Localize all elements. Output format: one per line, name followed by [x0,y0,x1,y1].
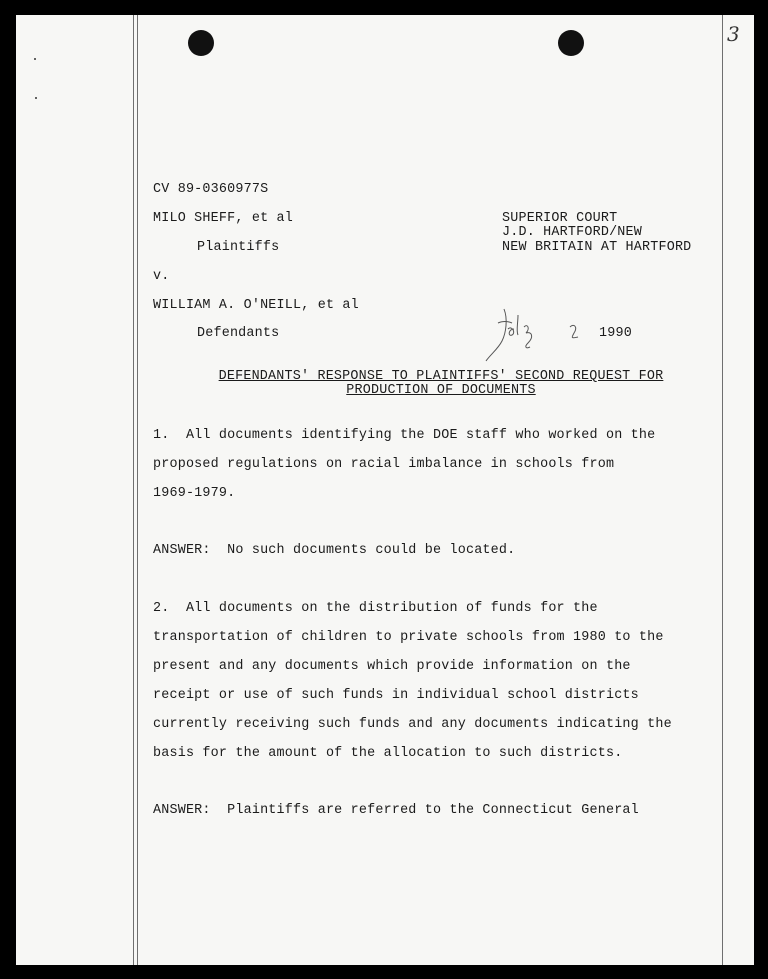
title-line-1: DEFENDANTS' RESPONSE TO PLAINTIFFS' SECOND REQUEST FOR [218,369,664,384]
title-line-2: PRODUCTION OF DOCUMENTS [346,383,536,398]
answer-1: ANSWER: No such documents could be located. [153,543,516,558]
left-margin-line [133,15,134,965]
request-1-line: proposed regulations on racial imbalance in schools from [153,457,615,472]
request-2-line: receipt or use of such funds in individual school districts [153,688,639,703]
defendant-name: WILLIAM A. O'NEILL, et al [153,298,359,313]
plaintiff-name: MILO SHEFF, et al [153,211,294,226]
document-title [136,370,746,398]
scan-speck [35,97,37,99]
request-2 [153,594,672,768]
request-1 [153,421,655,508]
defendant-role: Defendants [197,326,280,341]
date-year: 1990 [599,326,632,341]
right-margin-line [722,15,723,965]
versus: v. [153,269,170,284]
request-2-line: present and any documents which provide information on the [153,659,631,674]
request-2-line: transportation of children to private schools from 1980 to the [153,630,664,645]
request-1-line: 1969-1979. [153,486,236,501]
plaintiff-role: Plaintiffs [197,240,280,255]
punch-hole-left [188,30,214,56]
page-number: 3 [727,22,740,46]
handwritten-date-signature [478,303,588,363]
request-2-line: currently receiving such funds and any documents indicating the [153,717,672,732]
scan-speck [34,58,36,60]
court-district: J.D. HARTFORD/NEW [502,225,643,240]
punch-hole-right [558,30,584,56]
request-1-line: 1. All documents identifying the DOE staff who worked on the [153,428,656,443]
document-page [16,15,754,965]
docket-number: CV 89-0360977S [153,182,269,197]
request-2-line: basis for the amount of the allocation to such districts. [153,746,623,761]
court-location: NEW BRITAIN AT HARTFORD [502,240,692,255]
answer-2: ANSWER: Plaintiffs are referred to the Connecticut General [153,803,639,818]
handwritten-date [478,303,588,363]
left-margin-line-inner [137,15,138,965]
court-name: SUPERIOR COURT [502,211,618,226]
request-2-line: 2. All documents on the distribution of funds for the [153,601,598,616]
